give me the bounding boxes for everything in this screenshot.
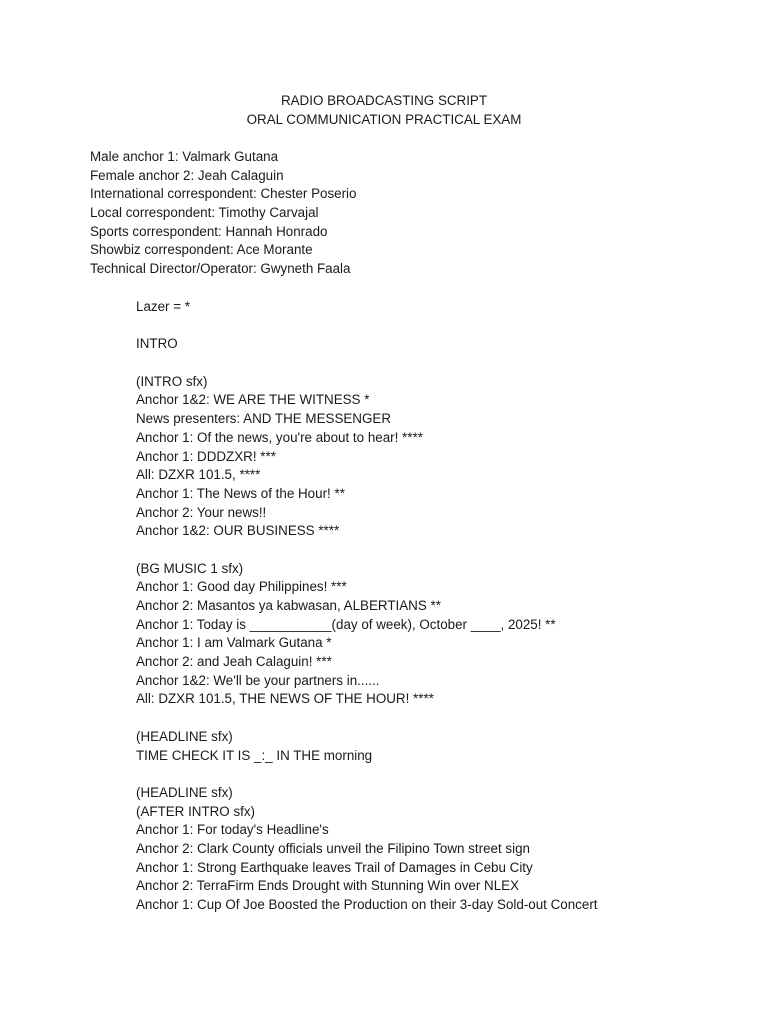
cast-technical-director: Technical Director/Operator: Gwyneth Faala [90,261,351,277]
script-line: (AFTER INTRO sfx) [136,803,256,819]
cast-list [90,148,356,279]
script-line: Anchor 1: I am Valmark Gutana * [136,635,332,651]
script-line: (INTRO sfx) [136,373,208,389]
script-line: Anchor 1&2: We'll be your partners in...... [136,672,380,688]
document-title [0,91,768,129]
section-intro [136,373,598,541]
script-line: Anchor 1: Cup Of Joe Boosted the Production on their 3-day Sold-out Concert [136,897,598,912]
script-line: TIME CHECK IT IS _:_ IN THE morning [136,747,373,763]
cast-showbiz-correspondent: Showbiz correspondent: Ace Morante [90,242,313,258]
script-line: Anchor 1&2: WE ARE THE WITNESS * [136,392,370,408]
cast-sports-correspondent: Sports correspondent: Hannah Honrado [90,223,328,239]
script-line: Anchor 1: Today is ___________(day of week), October ____, 2025! ** [136,616,556,632]
section-greeting [136,560,598,710]
script-line: Anchor 2: Your news!! [136,504,267,520]
cast-male-anchor: Male anchor 1: Valmark Gutana [90,149,279,164]
script-line: (HEADLINE sfx) [136,728,233,744]
title-line-2: ORAL COMMUNICATION PRACTICAL EXAM [246,112,522,127]
title-line-1: RADIO BROADCASTING SCRIPT [280,93,488,108]
script-line: All: DZXR 101.5, THE NEWS OF THE HOUR! **** [136,691,434,707]
script-line: (BG MUSIC 1 sfx) [136,560,244,576]
script-line: Anchor 2: Masantos ya kabwasan, ALBERTIANS ** [136,598,441,613]
script-line: Anchor 1: For today's Headline's [136,822,329,838]
script-line: Lazer = * [136,299,190,314]
cast-local-correspondent: Local correspondent: Timothy Carvajal [90,205,319,221]
script-line: Anchor 2: Clark County officials unveil the Filipino Town street sign [136,840,530,856]
script-line: Anchor 2: and Jeah Calaguin! *** [136,654,332,670]
script-line: Anchor 1&2: OUR BUSINESS **** [136,523,340,539]
section-intro-heading [136,335,598,354]
script-line: (HEADLINE sfx) [136,784,233,800]
script-line: Anchor 1: The News of the Hour! ** [136,485,345,501]
script-line: Anchor 1: Strong Earthquake leaves Trail of Damages in Cebu City [136,859,533,875]
script-body [136,298,598,933]
section-heading: INTRO [136,336,178,352]
cast-international-correspondent: International correspondent: Chester Poserio [90,186,357,202]
section-legend [136,298,598,317]
cast-female-anchor: Female anchor 2: Jeah Calaguin [90,167,284,183]
script-line: Anchor 1: DDDZXR! *** [136,448,276,464]
section-headlines [136,784,598,915]
script-line: News presenters: AND THE MESSENGER [136,411,391,427]
script-line: Anchor 1: Of the news, you're about to hear! **** [136,429,423,445]
section-time-check [136,728,598,765]
script-line: Anchor 1: Good day Philippines! *** [136,579,347,595]
script-line: All: DZXR 101.5, **** [136,467,261,483]
script-line: Anchor 2: TerraFirm Ends Drought with Stunning Win over NLEX [136,878,520,894]
